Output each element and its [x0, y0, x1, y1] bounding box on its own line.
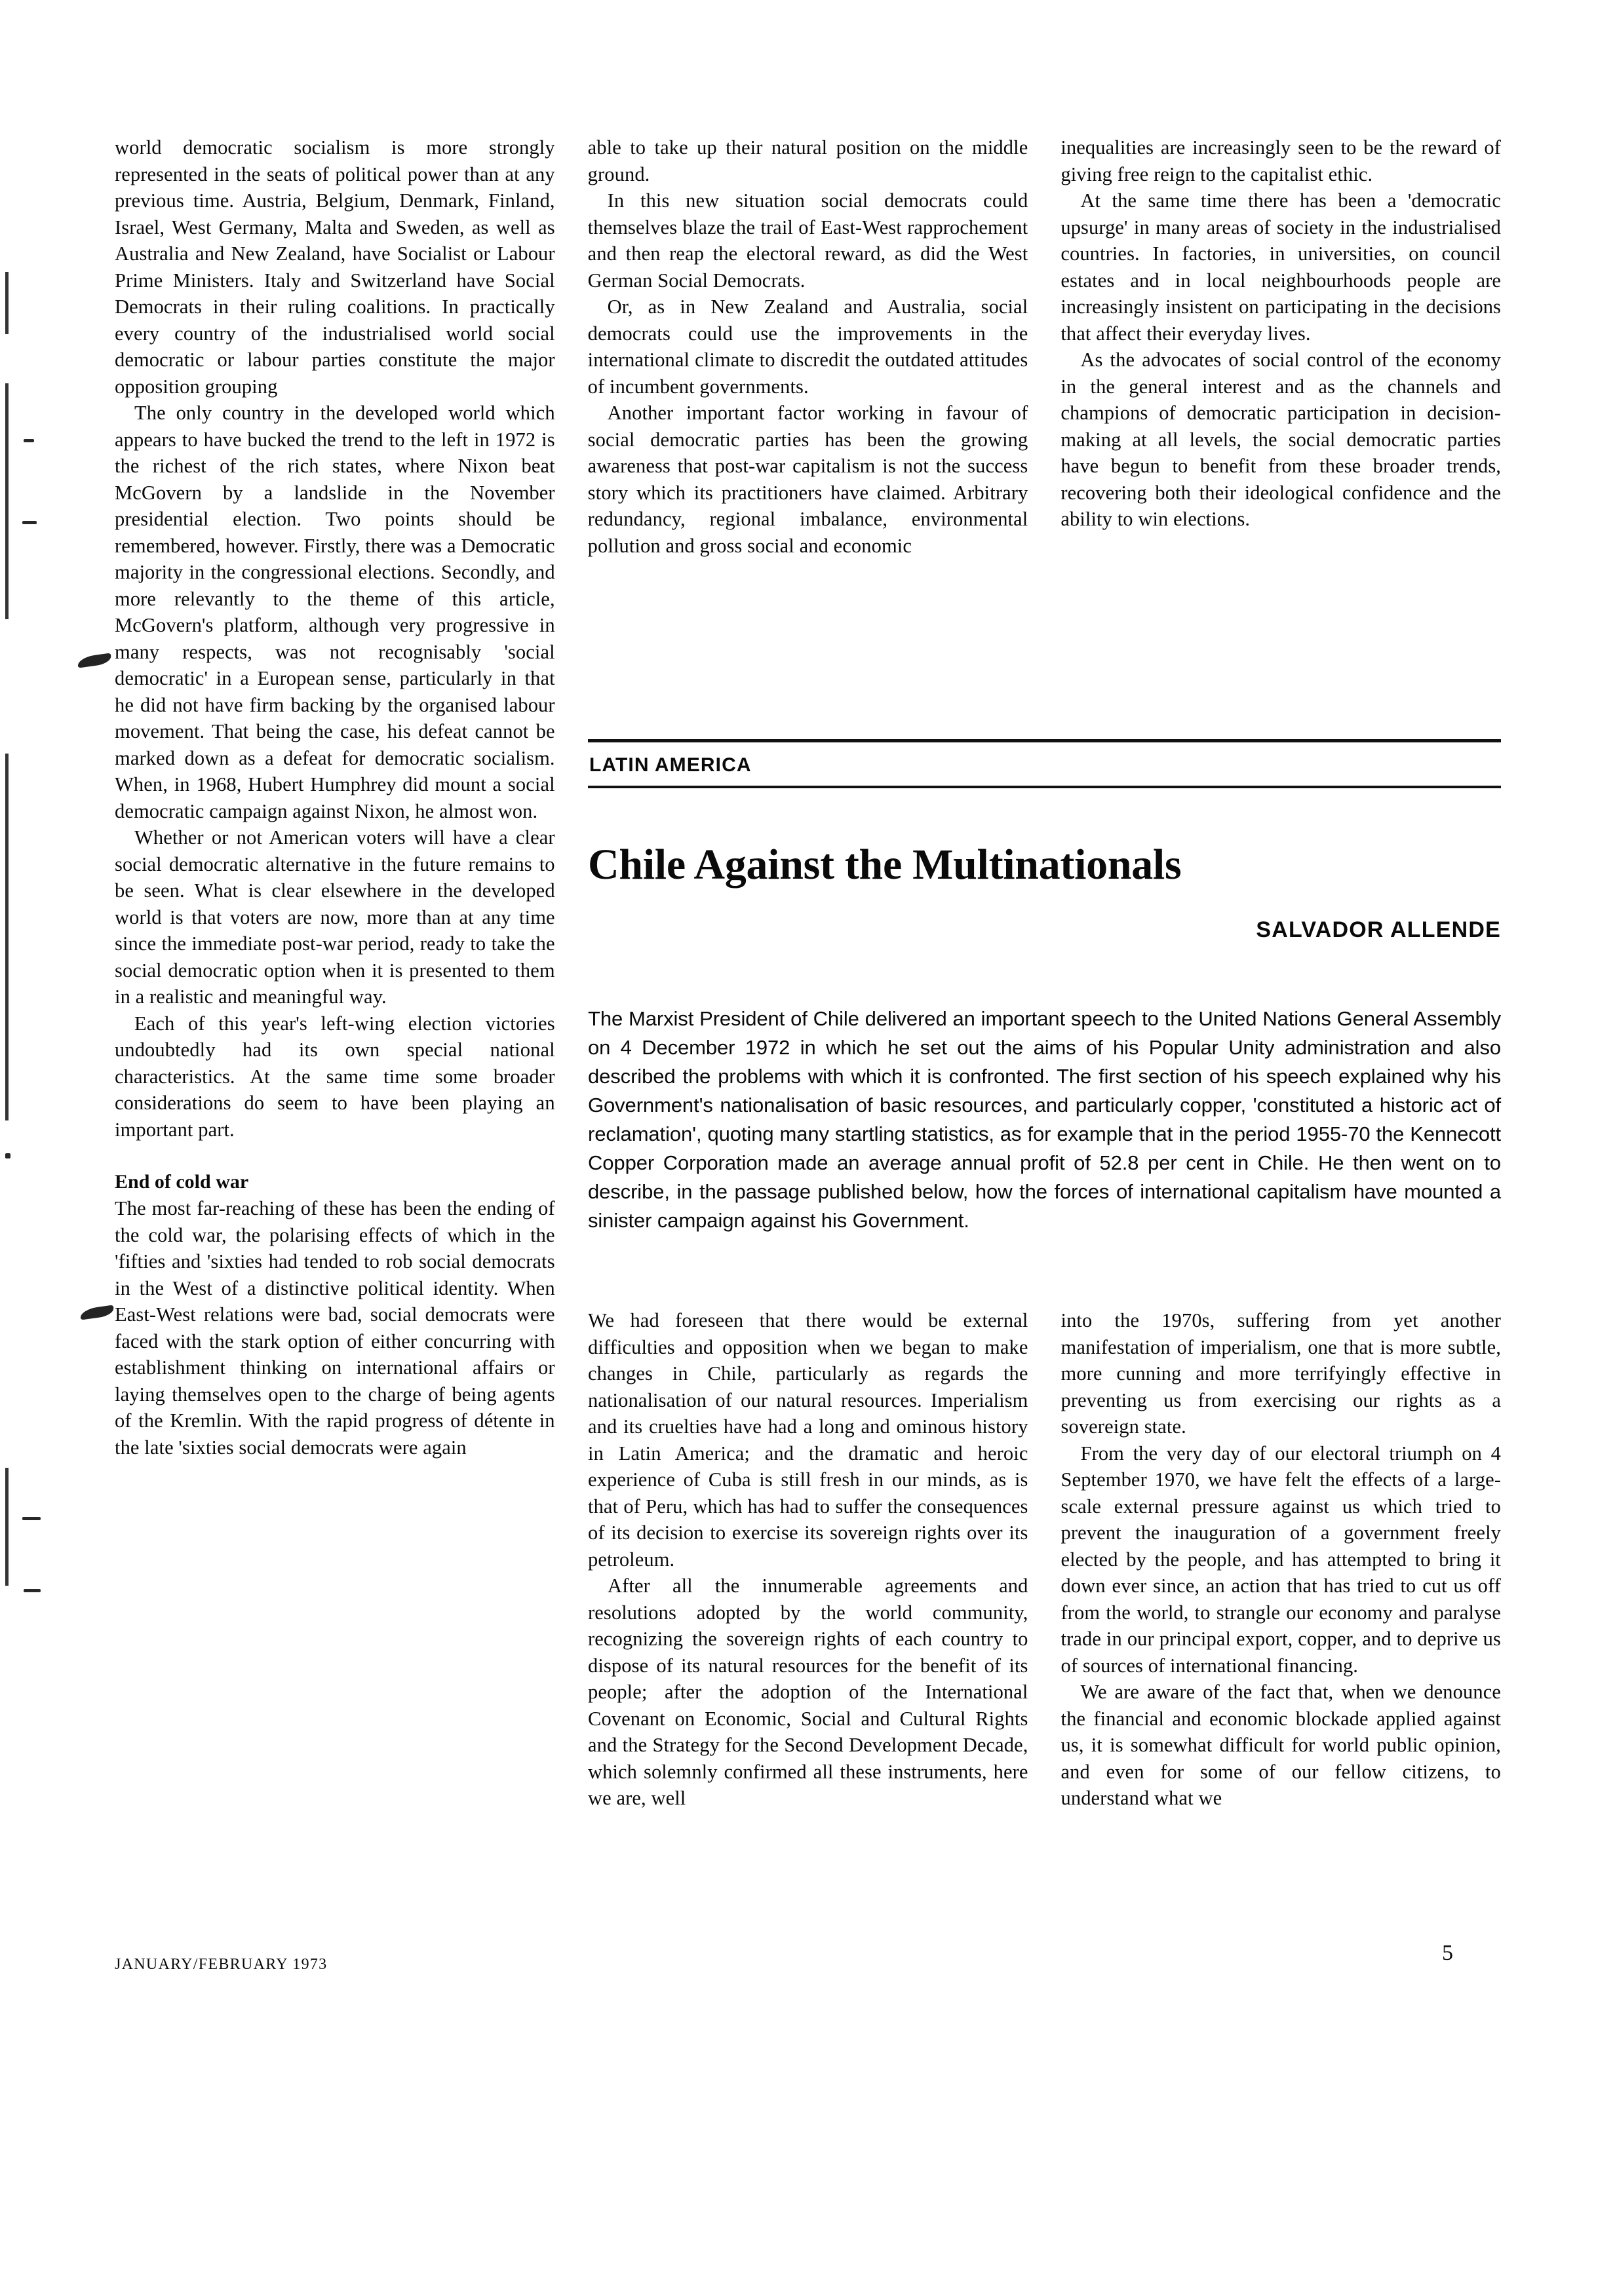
page-number: 5 — [1442, 1941, 1453, 1965]
scan-ink-smudge — [79, 1305, 115, 1320]
article-section-header — [588, 739, 1501, 788]
paragraph: After all the innumerable agreements and resolutions adopted by the world community, recognizing the sovereign rights of each country to dispose of its natural resources for the benefit of its people; after the adoption of the International Covenant on Economic, Social and Cultural Rights and the Strategy for the Second Development Decade, which solemnly confirmed all these instruments, here we are, well — [588, 1575, 1028, 1809]
upper-column-1 — [115, 134, 555, 1461]
article-standfirst: The Marxist President of Chile delivered an important speech to the United Nations General Assembly on 4 December 1972 in which he set out the aims of his Popular Unity administration and also described the problems with which it is confronted. The first section of his speech explained why his Government's nationalisation of basic resources, and particularly copper, 'constituted a historic act of reclamation', quoting many startling statistics, as for example that in the period 1955-70 the Kennecott Copper Corporation made an average annual profit of 52.8 per cent in Chile. He then went on to describe, in the passage published below, how the forces of international capitalism have mounted a sinister campaign against his Government. — [588, 1007, 1501, 1232]
section-kicker: LATIN AMERICA — [589, 754, 752, 776]
paragraph: Or, as in New Zealand and Australia, social democrats could use the improvements in the international climate to discredit the outdated attitudes of incumbent governments. — [587, 296, 1028, 398]
paragraph: able to take up their natural position on the middle ground. — [587, 136, 1028, 185]
scan-binding-edge-mark — [5, 754, 9, 1120]
scan-speck-mark — [24, 439, 34, 442]
rule-below-kicker — [588, 786, 1501, 788]
upper-column-3 — [1060, 134, 1501, 1461]
paragraph: As the advocates of social control of the economy in the general interest and as the channels and champions of democratic participation in decision-making at all levels, the social democratic parties have begun to benefit from these broader trends, recovering both their ideological confidence and the ability to win elections. — [1060, 349, 1502, 530]
article-byline: SALVADOR ALLENDE — [1256, 917, 1501, 942]
lower-two-column-block — [588, 1307, 1501, 1812]
lower-column-1 — [588, 1307, 1028, 1812]
paragraph: inequalities are increasingly seen to be the reward of giving free reign to the capitalist ethic. — [1060, 136, 1502, 185]
paragraph: Each of this year's left-wing election victories undoubtedly had its own special national characteristics. At the same time some broader considerations do seem to have been playing an important part. — [115, 1012, 555, 1141]
scan-speck-mark — [22, 1517, 41, 1520]
paragraph: world democratic socialism is more strongly represented in the seats of political power than at any previous time. Austria, Belgium, Denmark, Finland, Israel, West Germany, Malta and Sweden, as well as Australia and New Zealand, have Socialist or Labour Prime Ministers. Italy and Switzerland have Social Democrats in their ruling coalitions. In practically every country of the industrialised world social democratic or labour parties constitute the major opposition grouping — [115, 136, 555, 398]
paragraph: The most far-reaching of these has been the ending of the cold war, the polarising effects of which in the 'fifties and 'sixties had tended to rob social democrats in the West of a distinctive political identity. When East-West relations were bad, social democrats were faced with the stark option of either concurring with establishment thinking on international affairs or laying themselves open to the charge of being agents of the Kremlin. With the rapid progress of détente in the late 'sixties social democrats were again — [115, 1197, 555, 1459]
scan-speck-mark — [5, 1153, 10, 1158]
paragraph: From the very day of our electoral triumph on 4 September 1970, we have felt the effects of a large-scale external pressure against us which tried to prevent the inauguration of a government freely elected by the people, and has attempted to bring it down ever since, an action that has tried to cut us off from the world, to strangle our economy and paralyse trade in our principal export, copper, and to deprive us of sources of international financing. — [1060, 1442, 1501, 1677]
paragraph: Another important factor working in favour of social democratic parties has been the growing awareness that post-war capitalism is not the success story which its practitioners have claimed. Arbitrary redundancy, regional imbalance, environmental pollution and gross social and economic — [587, 402, 1028, 557]
lower-column-2 — [1061, 1307, 1502, 1812]
upper-three-column-block — [115, 134, 1501, 1461]
paragraph: We had foreseen that there would be external difficulties and opposition when we began to make changes in Chile, particularly as regards the nationalisation of our natural resources. Imperialism and its cruelties have had a long and ominous history in Latin America; and the dramatic and heroic experience of Cuba is still fresh in our minds, as is that of Peru, which has had to suffer the consequences of its decision to exercise its sovereign rights over its petroleum. — [588, 1309, 1028, 1571]
scan-binding-edge-mark — [5, 272, 9, 334]
scan-speck-mark — [24, 1589, 41, 1592]
paragraph: In this new situation social democrats could themselves blaze the trail of East-West rapprochement and then reap the electoral reward, as did the West German Social Democrats. — [587, 189, 1028, 292]
paragraph: Whether or not American voters will have a clear social democratic alternative in the future remains to be seen. What is clear elsewhere in the developed world is that voters are now, more than at any time since the immediate post-war period, ready to take the social democratic option when it is presented to them in a realistic and meaningful way. — [115, 826, 555, 1008]
paragraph: into the 1970s, suffering from yet another manifestation of imperialism, one that is more subtle, more cunning and more terrifyingly effective in preventing us from exercising our rights as a sovereign state. — [1060, 1309, 1501, 1438]
scan-ink-smudge — [77, 653, 112, 668]
scan-speck-mark — [22, 521, 37, 524]
paragraph: The only country in the developed world which appears to have bucked the trend to the left in 1972 is the richest of the rich states, where Nixon beat McGovern by a landslide in the November presidential election. Two points should be remembered, however. Firstly, there was a Democratic majority in the congressional elections. Secondly, and more relevantly to the theme of this article, McGovern's platform, although very progressive in many respects, was not recognisably 'social democratic' in a European sense, particularly in that he did not have firm backing by the organised labour movement. That being the case, his defeat cannot be marked down as a defeat for democratic socialism. When, in 1968, Hubert Humphrey did mount a social democratic campaign against Nixon, he almost won. — [115, 402, 555, 822]
section-subheading: End of cold war — [115, 1171, 249, 1193]
paragraph: At the same time there has been a 'democratic upsurge' in many areas of society in the industrialised countries. In factories, in universities, on council estates and in local neighbourhoods people are increasingly insistent on participating in the decisions that affect their everyday lives. — [1060, 189, 1502, 345]
paragraph: We are aware of the fact that, when we denounce the financial and economic blockade applied against us, it is somewhat difficult for world public opinion, and even for some of our fellow citizens, to understand what we — [1060, 1681, 1501, 1809]
scan-binding-edge-mark — [5, 383, 9, 619]
footer-issue-date: JANUARY/FEBRUARY 1973 — [115, 1956, 328, 1973]
scan-binding-edge-mark — [5, 1468, 9, 1586]
upper-column-2 — [588, 134, 1028, 1461]
article-headline: Chile Against the Multinationals — [588, 841, 1182, 889]
